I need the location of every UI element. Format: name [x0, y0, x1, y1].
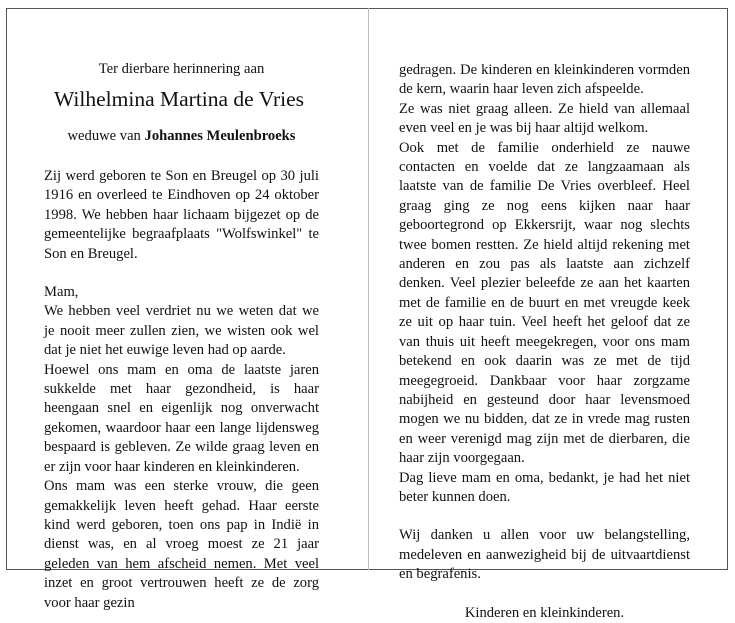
paragraph: Ze was niet graag alleen. Ze hield van allemaal even veel en je was bij haar altijd welkom. [399, 100, 690, 137]
paragraph: We hebben veel verdriet nu we weten dat we je nooit meer zullen zien, we wisten ook wel dat je niet het euwige leven had op aarde. [44, 303, 319, 359]
thanks-paragraph: Wij danken u allen voor uw belangstelling, medeleven en aanwezigheid bij de uitvaartdienst en begrafenis. [399, 527, 690, 583]
deceased-name: Wilhelmina Martina de Vries [53, 87, 304, 111]
widow-line [44, 127, 319, 146]
paragraph: Dag lieve mam en oma, bedankt, je had het niet beter kunnen doen. [399, 469, 690, 505]
husband-name: Johannes Meulenbroeks [144, 128, 296, 144]
paragraph: Ook met de familie onderhield ze nauwe contacten en voelde dat ze langzaamaan als laatste van de familie De Vries overbleef. Heel graag ging ze nog eens kijken naar haar geboortegrond op Ekkersrijt, waar nog slechts twee bomen restten. Ze hield altijd rekening met anderen en zou pas als laatste aan zichzelf denken. Veel plezier beleefde ze aan het kaarten met de familie en de buurt en met vreugde keek ze uit op haar tuin. Veel heeft het geloof dat ze van thuis uit heeft meegekregen, voor ons mam betekend en ook daarin was ze met de tijd meegegroeid. Dankbaar voor haar zorgzame nabijheid en gesteund door haar levensmoed mogen we nu bidden, dat ze in vrede mag rusten en weer verenigd mag zijn met de dierbaren, die haar zijn voorgegaan. [399, 139, 690, 467]
fold-line [368, 8, 369, 570]
birth-death-paragraph: Zij werd geboren te Son en Breugel op 30 juli 1916 en overleed te Eindhoven op 24 oktober 1998. We hebben haar lichaam bijgezet op de gemeentelijke begraafplaats "Wolfswinkel" te Son en Breugel. [44, 168, 319, 262]
paragraph: Ons mam was een sterke vrouw, die geen gemakkelijk leven heeft gehad. Haar eerste kind werd geboren, toen ons pap in Indië in dienst was, en al vroeg moest ze 21 jaar geleden van hem afscheid nemen. Met veel inzet en groot vertrouwen heeft ze de zorg voor haar gezin [44, 478, 319, 611]
spacer [399, 507, 690, 526]
salutation: Mam, [44, 284, 79, 301]
paragraph: Hoewel ons mam en oma de laatste jaren sukkelde met haar gezondheid, is haar heengaan snel en eigenlijk nog onverwacht gekomen, waardoor haar een lange lijdensweg bespaard is gebleven. Ze wilde graag leven en er zijn voor haar kinderen en kleinkinderen. [44, 361, 319, 475]
right-column [399, 61, 690, 623]
spacer [44, 264, 319, 283]
paragraph: gedragen. De kinderen en kleinkinderen vormden de kern, waarin haar leven zich afspeelde. [399, 62, 690, 98]
left-column [44, 167, 319, 613]
signature: Kinderen en kleinkinderen. [464, 604, 625, 621]
widow-prefix: weduwe van [67, 128, 141, 144]
intro-line: Ter dierbare herinnering aan [98, 61, 265, 77]
